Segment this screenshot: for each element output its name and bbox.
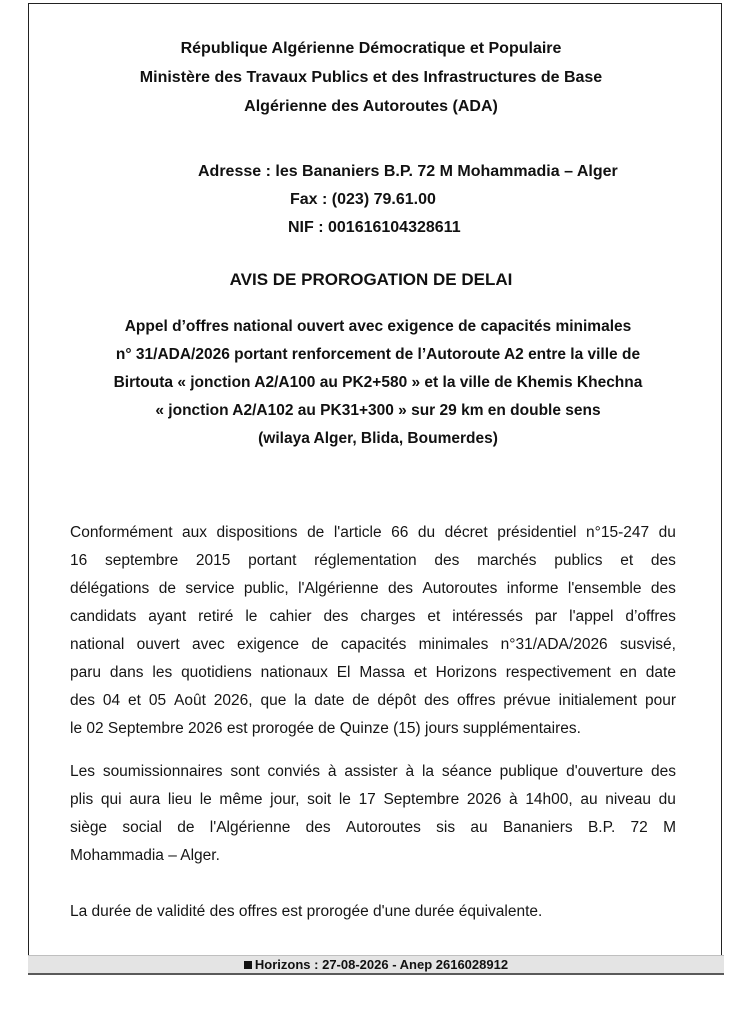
paragraph-line: siège social de l'Algérienne des Autoroutes sis au Bananiers B.P. 72 M — [70, 819, 676, 836]
address-line: Adresse : les Bananiers B.P. 72 M Mohammadia – Alger — [198, 163, 618, 180]
notice-title: AVIS DE PROROGATION DE DELAI — [229, 270, 513, 289]
subject-line: n° 31/ADA/2026 portant renforcement de l’Autoroute A2 entre la ville de — [115, 346, 641, 363]
paragraph-line: Les soumissionnaires sont conviés à assister à la séance publique d'ouverture des — [70, 763, 676, 780]
paragraph-line: le 02 Septembre 2026 est prorogée de Quinze (15) jours supplémentaires. — [70, 720, 581, 737]
fax-line: Fax : (023) 79.61.00 — [290, 191, 436, 208]
paragraph-line: paru dans les quotidiens nationaux El Massa et Horizons respectivement en date — [70, 664, 676, 681]
subject-line: Birtouta « jonction A2/A100 au PK2+580 » et la ville de Khemis Khechna — [113, 374, 643, 391]
subject-line: « jonction A2/A102 au PK31+300 » sur 29 km en double sens — [155, 402, 601, 419]
paragraph-line: 16 septembre 2015 portant réglementation des marchés publics et des — [70, 552, 676, 569]
paragraph-line: candidats ayant retiré le cahier des charges et intéressés par l'appel d’offres — [70, 608, 676, 625]
tender-subject — [48, 313, 708, 453]
square-bullet-icon — [244, 961, 252, 969]
body-paragraph-2 — [70, 758, 676, 870]
header-republic: République Algérienne Démocratique et Populaire — [180, 40, 562, 57]
subject-line: Appel d’offres national ouvert avec exigence de capacités minimales — [124, 318, 632, 335]
footer-text: Horizons : 27-08-2026 - Anep 2616028912 — [254, 957, 509, 972]
paragraph-line: Conformément aux dispositions de l'article 66 du décret présidentiel n°15-247 du — [70, 524, 676, 541]
paragraph-line: Mohammadia – Alger. — [70, 847, 220, 864]
body-paragraph-3 — [70, 898, 676, 926]
header-agency: Algérienne des Autoroutes (ADA) — [244, 98, 498, 115]
paragraph-line: plis qui aura lieu le même jour, soit le 17 Septembre 2026 à 14h00, au niveau du — [70, 791, 676, 808]
publication-footer — [28, 955, 724, 975]
body-paragraph-1 — [70, 519, 676, 743]
header-ministry: Ministère des Travaux Publics et des Infrastructures de Base — [139, 69, 603, 86]
nif-line: NIF : 001616104328611 — [288, 219, 461, 236]
subject-line: (wilaya Alger, Blida, Boumerdes) — [258, 430, 498, 447]
paragraph-line: délégations de service public, l'Algérienne des Autoroutes informe l'ensemble des — [70, 580, 676, 597]
paragraph-line: national ouvert avec exigence de capacités minimales n°31/ADA/2026 susvisé, — [70, 636, 676, 653]
paragraph-line: des 04 et 05 Août 2026, que la date de dépôt des offres prévue initialement pour — [70, 692, 676, 709]
paragraph-line: La durée de validité des offres est prorogée d'une durée équivalente. — [70, 903, 543, 920]
